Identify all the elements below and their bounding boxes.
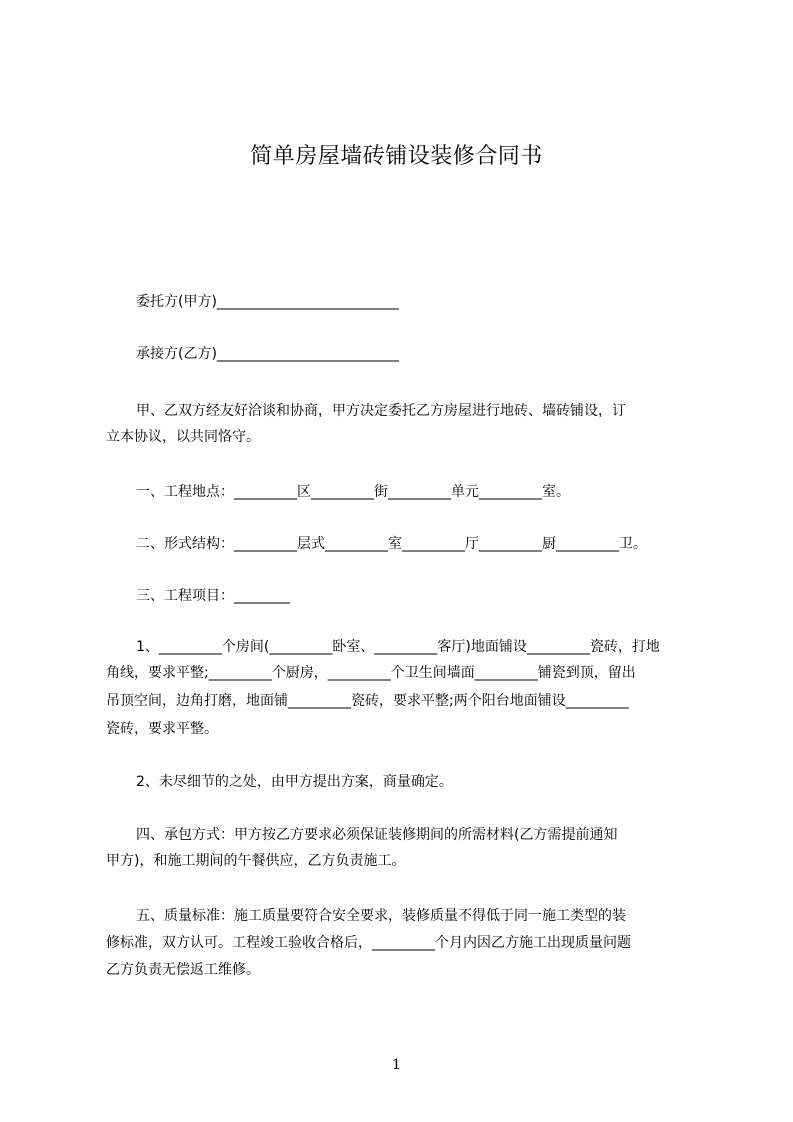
- project-location-line: 一、工程地点：_________区_________街_________单元_________室。: [136, 484, 570, 500]
- item-1-line-3: 吊顶空间，边角打磨，地面铺_________瓷砖，要求平整;两个阳台地面铺设_________: [106, 693, 629, 709]
- contract-method-line-1: 四、承包方式：甲方按乙方要求必须保证装修期间的所需材料(乙方需提前通知: [136, 827, 618, 843]
- quality-standard-line-2: 修标准，双方认可。工程竣工验收合格后，_________个月内因乙方施工出现质量问题: [106, 935, 631, 951]
- intro-paragraph-line-2: 立本协议，以共同恪守。: [106, 429, 260, 445]
- document-title: 简单房屋墙砖铺设装修合同书: [250, 144, 543, 169]
- client-party-line: 委托方(甲方)__________________________: [136, 294, 399, 310]
- contract-method-line-2: 甲方)，和施工期间的午餐供应，乙方负责施工。: [106, 853, 406, 869]
- contractor-party-line: 承接方(乙方)__________________________: [136, 346, 399, 362]
- quality-standard-line-3: 乙方负责无偿返工维修。: [106, 962, 260, 978]
- page-number: 1: [392, 1057, 401, 1073]
- item-1-line-4: 瓷砖，要求平整。: [106, 721, 218, 737]
- structure-type-line: 二、形式结构：_________层式_________室_________厅_________厨_________卫。: [136, 536, 647, 552]
- item-2-line: 2、未尽细节的之处，由甲方提出方案，商量确定。: [136, 774, 453, 790]
- project-items-heading: 三、工程项目：________: [136, 588, 290, 604]
- intro-paragraph-line-1: 甲、乙双方经友好洽谈和协商，甲方决定委托乙方房屋进行地砖、墙砖铺设，订: [136, 403, 626, 419]
- item-1-line-1: 1、_________个房间(_________卧室、_________客厅)地面铺设_________瓷砖，打地: [136, 639, 660, 655]
- quality-standard-line-1: 五、质量标准：施工质量要符合安全要求，装修质量不得低于同一施工类型的装: [136, 908, 626, 924]
- item-1-line-2: 角线，要求平整;_________个厨房，_________个卫生间墙面_________铺瓷到顶，留出: [106, 665, 636, 681]
